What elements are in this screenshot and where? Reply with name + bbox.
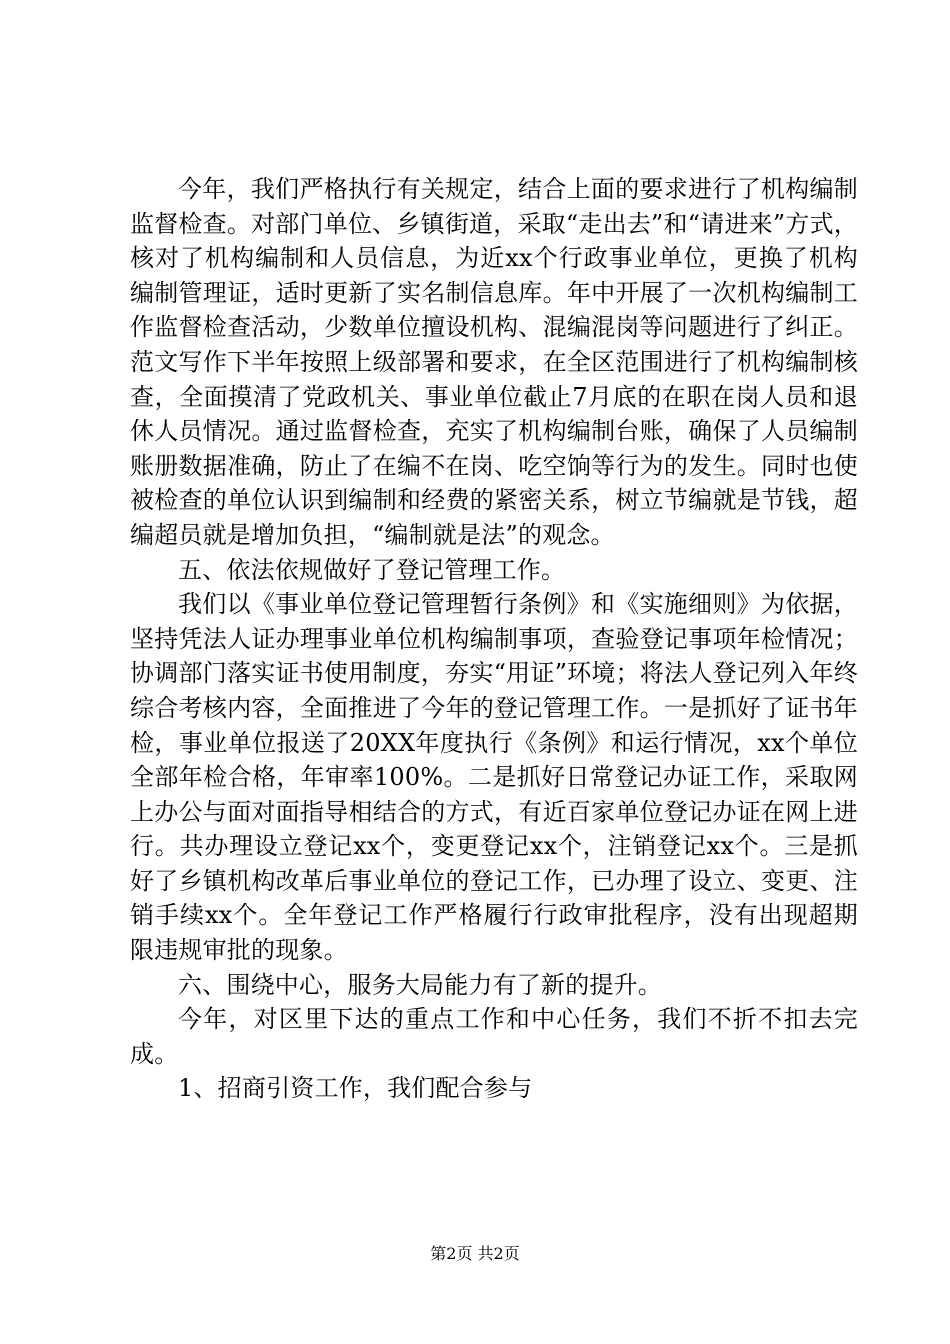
paragraph-investment: 1、招商引资工作，我们配合参与: [178, 1074, 533, 1103]
paragraph-service: 今年，对区里下达的重点工作和中心任务，我们不折不扣去完成。: [130, 1005, 858, 1068]
document-body: [130, 172, 858, 1106]
page-footer: 第2页 共2页: [430, 1244, 520, 1263]
paragraph-inspection: 今年，我们严格执行有关规定，结合上面的要求进行了机构编制监督检查。对部门单位、乡镇街道，采取“走出去”和“请进来”方式，核对了机构编制和人员信息，为近xx个行政事业单位，更换了机构编制管理证，适时更新了实名制信息库。年中开展了一次机构编制工作监督检查活动，少数单位擅设机构、混编混岗等问题进行了纠正。范文写作下半年按照上级部署和要求，在全区范围进行了机构编制核查，全面摸清了党政机关、事业单位截止7月底的在职在岗人员和退休人员情况。通过监督检查，充实了机构编制台账，确保了人员编制账册数据准确，防止了在编不在岗、吃空饷等行为的发生。同时也使被检查的单位认识到编制和经费的紧密关系，树立节编就是节钱，超编超员就是增加负担，“编制就是法”的观念。: [130, 175, 858, 549]
heading-registration: 五、依法依规做好了登记管理工作。: [178, 555, 566, 584]
paragraph-registration: 我们以《事业单位登记管理暂行条例》和《实施细则》为依据，坚持凭法人证办理事业单位机构编制事项，查验登记事项年检情况；协调部门落实证书使用制度，夯实“用证”环境；将法人登记列入年终综合考核内容，全面推进了今年的登记管理工作。一是抓好了证书年检，事业单位报送了20XX年度执行《条例》和运行情况，xx个单位全部年检合格，年审率100%。二是抓好日常登记办证工作，采取网上办公与面对面指导相结合的方式，有近百家单位登记办证在网上进行。共办理设立登记xx个，变更登记xx个，注销登记xx个。三是抓好了乡镇机构改革后事业单位的登记工作，已办理了设立、变更、注销手续xx个。全年登记工作严格履行行政审批程序，没有出现超期限违规审批的现象。: [130, 590, 858, 965]
heading-service: 六、围绕中心，服务大局能力有了新的提升。: [178, 970, 662, 999]
